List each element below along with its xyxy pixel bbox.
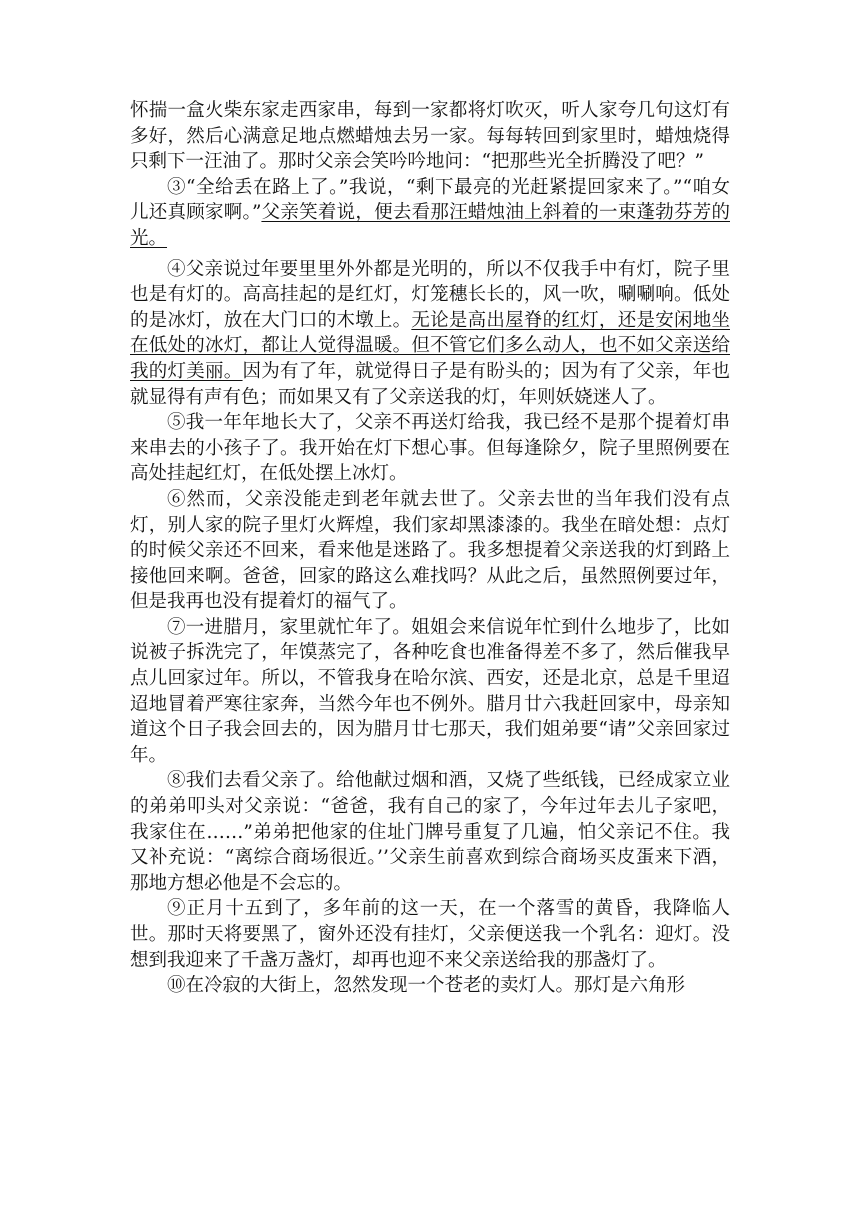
paragraph-3-underlined: 父亲笑着说，便去看那汪蜡烛油上斜着的一束蓬勃芬芳的光。 (130, 202, 730, 249)
paragraph-9: ⑨正月十五到了，多年前的这一天，在一个落雪的黄昏，我降临人世。那时天将要黑了，窗外还没有挂灯，父亲便送我一个乳名：迎灯。没想到我迎来了千盏万盏灯，却再也迎不来父亲送给我的那盏灯了。 (130, 898, 730, 971)
document-body (130, 98, 730, 999)
paragraph-4-underlined: 无论是高出屋脊的红灯，还是安闲地坐在低处的冰灯，都让人觉得温暖。但不管它们多么动人，也不如父亲送给我的灯美丽。 (130, 309, 730, 382)
paragraph-4-text-after: 因为有了年，就觉得日子是有盼头的；因为有了父亲，年也就显得有声有色；而如果又有了父亲送我的灯，年则妖娆迷人了。 (130, 360, 730, 408)
paragraph-4 (130, 257, 730, 411)
paragraph-intro: 怀揣一盒火柴东家走西家串，每到一家都将灯吹灭，听人家夸几句这灯有多好，然后心满意足地点燃蜡烛去另一家。每每转回到家里时，蜡烛烧得只剩下一汪油了。那时父亲会笑吟吟地问：“把那些光全折腾没了吧？” (130, 100, 730, 173)
paragraph-8: ⑧我们去看父亲了。给他献过烟和酒，又烧了些纸钱，已经成家立业的弟弟叩头对父亲说：“爸爸，我有自己的家了，今年过年去儿子家吧，我家住在……”弟弟把他家的住址门牌号重复了几遍，怕父亲记不住。我又补充说：“离综合商场很近。’’父亲生前喜欢到综合商场买皮蛋来下酒，那地方想必他是不会忘的。 (130, 770, 730, 894)
paragraph-3-text: ③“全给丢在路上了。”我说，“剩下最亮的光赶紧提回家来了。”“咱女儿还真顾家啊。” (130, 176, 730, 224)
paragraph-4-text-before: ④父亲说过年要里里外外都是光明的，所以不仅我手中有灯，院子里也是有灯的。高高挂起的是红灯，灯笼穗长长的，风一吹，唰唰响。低处的是冰灯，放在大门口的木墩上。 (130, 258, 730, 331)
paragraph-3 (130, 175, 730, 252)
paragraph-5: ⑤我一年年地长大了，父亲不再送灯给我，我已经不是那个提着灯串来串去的小孩子了。我开始在灯下想心事。但每逢除夕，院子里照例要在高处挂起红灯，在低处摆上冰灯。 (130, 412, 730, 485)
paragraph-10: ⑩在冷寂的大街上，忽然发现一个苍老的卖灯人。那灯是六角形 (167, 975, 686, 997)
paragraph-6: ⑥然而，父亲没能走到老年就去世了。父亲去世的当年我们没有点灯，别人家的院子里灯火辉煌，我们家却黑漆漆的。我坐在暗处想：点灯的时候父亲还不回来，看来他是迷路了。我多想提着父亲送我的灯到路上接他回来啊。爸爸，回家的路这么难找吗？从此之后，虽然照例要过年，但是我再也没有提着灯的福气了。 (130, 488, 730, 613)
paragraph-7: ⑦一进腊月，家里就忙年了。姐姐会来信说年忙到什么地步了，比如说被子拆洗完了，年馍蒸完了，各种吃食也准备得差不多了，然后催我早点儿回家过年。所以，不管我身在哈尔滨、西安，还是北京，总是千里迢迢地冒着严寒往家奔，当然今年也不例外。腊月廿六我赶回家中，母亲知道这个日子我会回去的，因为腊月廿七那天，我们姐弟要“请”父亲回家过年。 (130, 616, 730, 766)
